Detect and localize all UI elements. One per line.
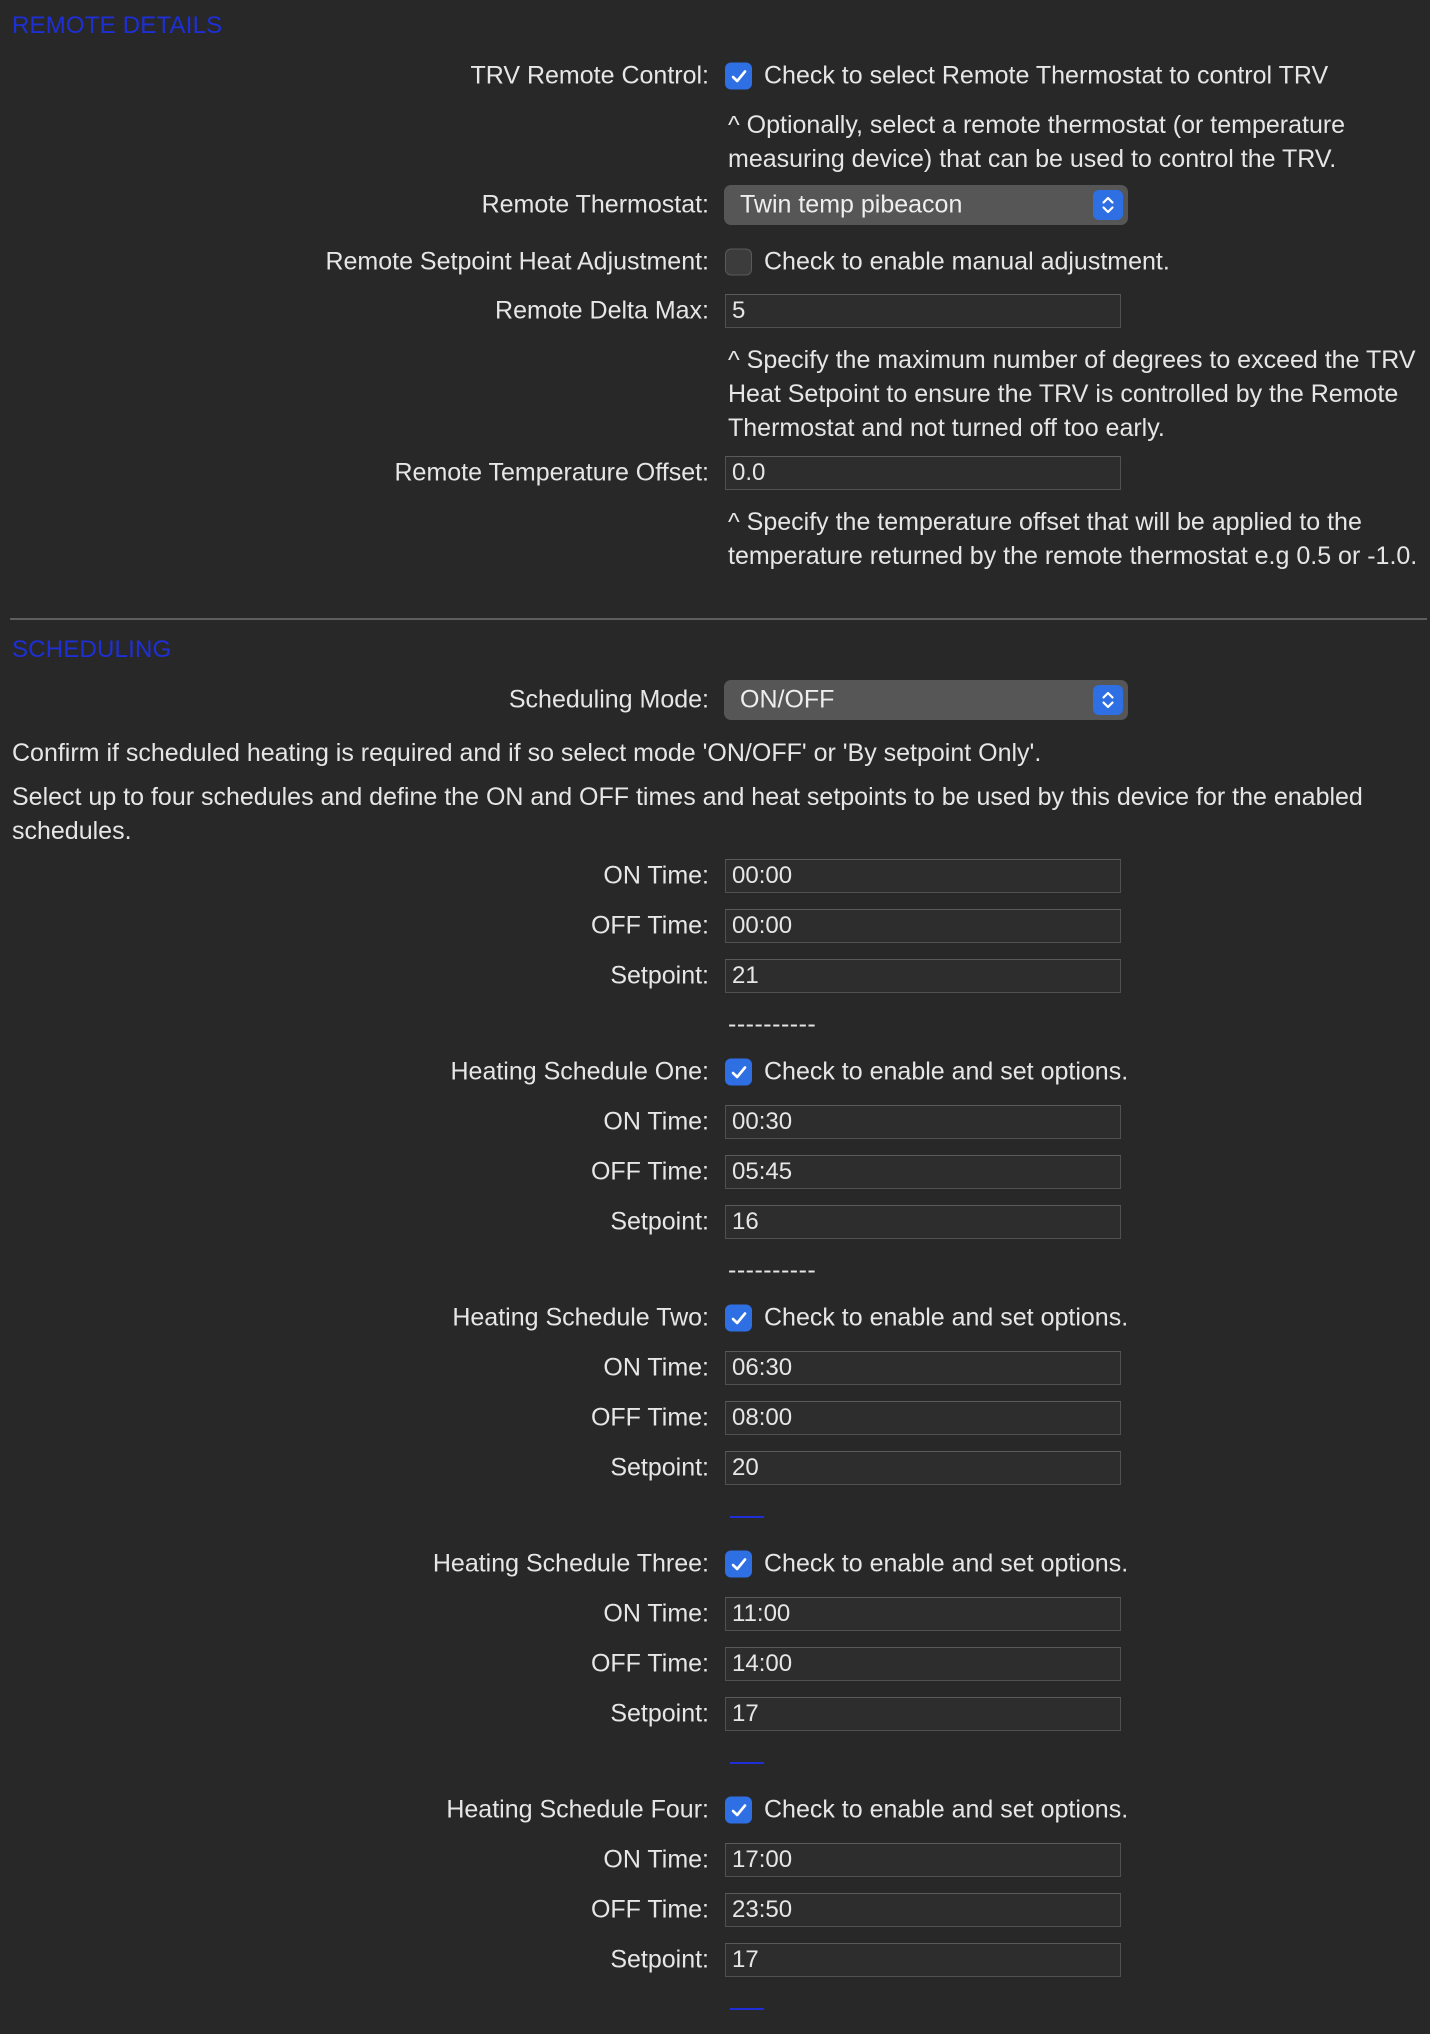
remote-setpoint-adjustment-text: Check to enable manual adjustment. bbox=[764, 247, 1170, 276]
heating-schedule-one-row bbox=[0, 1055, 1430, 1089]
schedule-one-off-time-label: OFF Time: bbox=[590, 1157, 709, 1186]
schedule-two-off-time-row bbox=[0, 1401, 1430, 1435]
remote-temperature-offset-input[interactable] bbox=[725, 456, 1121, 490]
default-setpoint-row bbox=[0, 959, 1430, 993]
default-on-time-row bbox=[0, 859, 1430, 893]
default-setpoint-label: Setpoint: bbox=[610, 961, 709, 990]
schedule-divider-line bbox=[730, 1762, 764, 1764]
heating-schedule-three-row bbox=[0, 1547, 1430, 1581]
schedule-three-setpoint-row bbox=[0, 1697, 1430, 1731]
schedule-three-off-time-label: OFF Time: bbox=[590, 1649, 709, 1678]
remote-delta-max-label: Remote Delta Max: bbox=[495, 296, 709, 325]
trv-remote-control-help: ^ Optionally, select a remote thermostat (or temperature measuring device) that can be used to control the TRV. bbox=[728, 111, 1346, 173]
remote-details-header: REMOTE DETAILS bbox=[12, 12, 223, 39]
checkmark-icon bbox=[729, 66, 749, 86]
section-separator bbox=[10, 618, 1427, 620]
schedule-one-on-time-input[interactable] bbox=[725, 1105, 1121, 1139]
scheduling-description-confirm: Confirm if scheduled heating is required and if so select mode 'ON/OFF' or 'By setpoint Only'. bbox=[12, 739, 1042, 767]
remote-delta-max-input[interactable] bbox=[725, 294, 1121, 328]
schedule-one-setpoint-row bbox=[0, 1205, 1430, 1239]
remote-temperature-offset-help: ^ Specify the temperature offset that will be applied to the temperature returned by the remote thermostat e.g 0.5 or -1.0. bbox=[728, 508, 1418, 570]
schedule-four-setpoint-row bbox=[0, 1943, 1430, 1977]
scheduling-header: SCHEDULING bbox=[12, 636, 172, 663]
remote-temperature-offset-label: Remote Temperature Offset: bbox=[394, 458, 709, 487]
schedule-two-on-time-row bbox=[0, 1351, 1430, 1385]
default-on-time-input[interactable] bbox=[725, 859, 1121, 893]
schedule-four-off-time-label: OFF Time: bbox=[590, 1895, 709, 1924]
schedule-four-off-time-row bbox=[0, 1893, 1430, 1927]
scheduling-mode-row bbox=[0, 680, 1430, 720]
trv-remote-control-text: Check to select Remote Thermostat to control TRV bbox=[764, 61, 1329, 90]
heating-schedule-four-text: Check to enable and set options. bbox=[764, 1795, 1129, 1824]
schedule-three-off-time-input[interactable] bbox=[725, 1647, 1121, 1681]
remote-thermostat-label: Remote Thermostat: bbox=[481, 190, 709, 219]
schedule-one-setpoint-input[interactable] bbox=[725, 1205, 1121, 1239]
trv-remote-control-checkbox[interactable] bbox=[725, 63, 752, 90]
schedule-one-off-time-row bbox=[0, 1155, 1430, 1189]
default-on-time-label: ON Time: bbox=[603, 861, 709, 890]
remote-thermostat-select[interactable] bbox=[724, 185, 1128, 225]
up-down-chevron-icon bbox=[1093, 190, 1123, 220]
schedule-three-off-time-row bbox=[0, 1647, 1430, 1681]
schedule-two-off-time-label: OFF Time: bbox=[590, 1403, 709, 1432]
schedule-three-on-time-row bbox=[0, 1597, 1430, 1631]
up-down-chevron-icon bbox=[1093, 685, 1123, 715]
schedule-divider: ---------- bbox=[728, 1256, 817, 1284]
remote-thermostat-selected-value: Twin temp pibeacon bbox=[740, 190, 963, 219]
schedule-two-setpoint-label: Setpoint: bbox=[610, 1453, 709, 1482]
schedule-three-setpoint-input[interactable] bbox=[725, 1697, 1121, 1731]
heating-schedule-three-text: Check to enable and set options. bbox=[764, 1549, 1129, 1578]
checkmark-icon bbox=[729, 1554, 749, 1574]
schedule-one-on-time-row bbox=[0, 1105, 1430, 1139]
remote-thermostat-row bbox=[0, 185, 1430, 225]
schedule-two-on-time-label: ON Time: bbox=[603, 1353, 709, 1382]
heating-schedule-two-row bbox=[0, 1301, 1430, 1335]
checkmark-icon bbox=[729, 1800, 749, 1820]
default-off-time-input[interactable] bbox=[725, 909, 1121, 943]
schedule-four-on-time-row bbox=[0, 1843, 1430, 1877]
remote-delta-max-row bbox=[0, 294, 1430, 328]
schedule-three-setpoint-label: Setpoint: bbox=[610, 1699, 709, 1728]
heating-schedule-four-checkbox[interactable] bbox=[725, 1797, 752, 1824]
heating-schedule-two-text: Check to enable and set options. bbox=[764, 1303, 1129, 1332]
default-off-time-row bbox=[0, 909, 1430, 943]
heating-schedule-two-label: Heating Schedule Two: bbox=[452, 1303, 709, 1332]
checkmark-icon bbox=[729, 1308, 749, 1328]
schedule-one-off-time-input[interactable] bbox=[725, 1155, 1121, 1189]
schedule-four-setpoint-input[interactable] bbox=[725, 1943, 1121, 1977]
schedule-two-setpoint-row bbox=[0, 1451, 1430, 1485]
schedule-divider: ---------- bbox=[728, 1010, 817, 1038]
heating-schedule-three-checkbox[interactable] bbox=[725, 1551, 752, 1578]
schedule-divider-line bbox=[730, 1516, 764, 1518]
schedule-two-on-time-input[interactable] bbox=[725, 1351, 1121, 1385]
heating-schedule-one-text: Check to enable and set options. bbox=[764, 1057, 1129, 1086]
heating-schedule-one-label: Heating Schedule One: bbox=[450, 1057, 709, 1086]
remote-delta-max-help: ^ Specify the maximum number of degrees to exceed the TRV Heat Setpoint to ensure the TRV is controlled by the Remote Thermostat and not turned off too early. bbox=[728, 346, 1416, 442]
schedule-one-on-time-label: ON Time: bbox=[603, 1107, 709, 1136]
schedule-four-off-time-input[interactable] bbox=[725, 1893, 1121, 1927]
schedule-one-setpoint-label: Setpoint: bbox=[610, 1207, 709, 1236]
heating-schedule-three-label: Heating Schedule Three: bbox=[432, 1549, 709, 1578]
remote-temperature-offset-row bbox=[0, 456, 1430, 490]
default-setpoint-input[interactable] bbox=[725, 959, 1121, 993]
scheduling-mode-select[interactable] bbox=[724, 680, 1128, 720]
schedule-four-on-time-input[interactable] bbox=[725, 1843, 1121, 1877]
checkmark-icon bbox=[729, 1062, 749, 1082]
scheduling-description-select: Select up to four schedules and define the ON and OFF times and heat setpoints to be used by this device for the enabled schedules. bbox=[12, 783, 1363, 845]
default-off-time-label: OFF Time: bbox=[590, 911, 709, 940]
schedule-two-off-time-input[interactable] bbox=[725, 1401, 1121, 1435]
remote-setpoint-adjustment-checkbox[interactable] bbox=[725, 249, 752, 276]
schedule-divider-line bbox=[730, 2008, 764, 2010]
heating-schedule-one-checkbox[interactable] bbox=[725, 1059, 752, 1086]
scheduling-mode-label: Scheduling Mode: bbox=[508, 685, 709, 714]
heating-schedule-two-checkbox[interactable] bbox=[725, 1305, 752, 1332]
trv-remote-control-row bbox=[0, 59, 1430, 93]
remote-setpoint-adjustment-label: Remote Setpoint Heat Adjustment: bbox=[325, 247, 709, 276]
heating-schedule-four-label: Heating Schedule Four: bbox=[446, 1795, 709, 1824]
scheduling-mode-selected-value: ON/OFF bbox=[740, 685, 835, 714]
schedule-three-on-time-label: ON Time: bbox=[603, 1599, 709, 1628]
schedule-three-on-time-input[interactable] bbox=[725, 1597, 1121, 1631]
remote-setpoint-adjustment-row bbox=[0, 245, 1430, 279]
heating-schedule-four-row bbox=[0, 1793, 1430, 1827]
trv-remote-control-label: TRV Remote Control: bbox=[470, 61, 709, 90]
schedule-four-setpoint-label: Setpoint: bbox=[610, 1945, 709, 1974]
schedule-four-on-time-label: ON Time: bbox=[603, 1845, 709, 1874]
schedule-two-setpoint-input[interactable] bbox=[725, 1451, 1121, 1485]
